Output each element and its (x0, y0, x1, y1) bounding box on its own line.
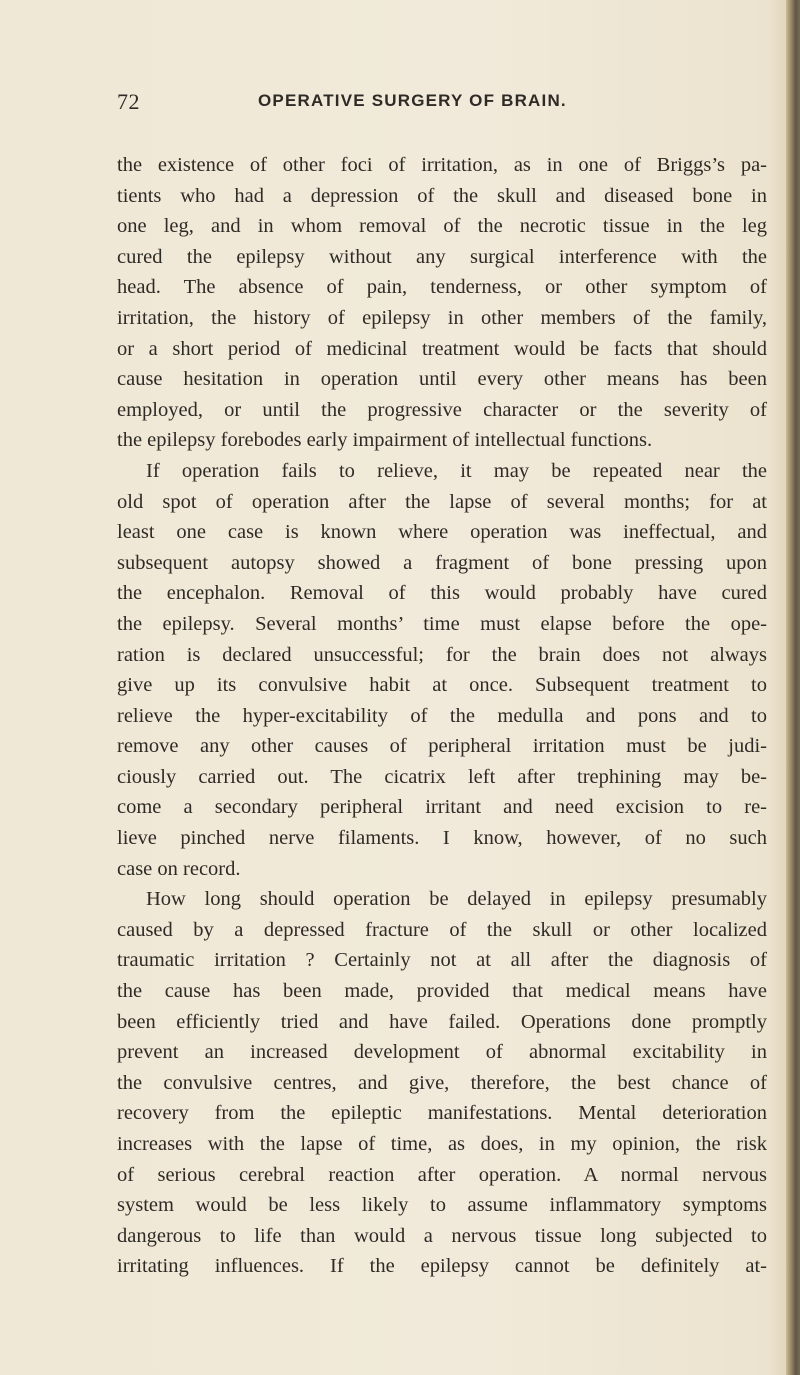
text-line: old spot of operation after the lapse of several months; for at (117, 490, 767, 513)
text-line: relieve the hyper-excitability of the medulla and pons and to (117, 704, 767, 727)
body-text (117, 150, 767, 1282)
text-line: ration is declared unsuccessful; for the brain does not always (117, 643, 767, 666)
text-line: system would be less likely to assume inflammatory symptoms (117, 1194, 767, 1217)
text-line: recovery from the epileptic manifestations. Mental deterioration (117, 1102, 767, 1125)
text-line: caused by a depressed fracture of the skull or other localized (117, 918, 767, 941)
text-line: least one case is known where operation was ineffectual, and (117, 521, 767, 544)
text-line: of serious cerebral reaction after operation. A normal nervous (117, 1163, 767, 1186)
page-edge (786, 0, 800, 1375)
text-line: the convulsive centres, and give, therefore, the best chance of (117, 1071, 767, 1094)
text-line: irritating influences. If the epilepsy cannot be definitely at- (117, 1255, 767, 1278)
text-line: If operation fails to relieve, it may be repeated near the (146, 459, 767, 482)
text-line: come a secondary peripheral irritant and need excision to re- (117, 796, 767, 819)
text-line: ciously carried out. The cicatrix left after trephining may be- (117, 765, 767, 788)
text-line: the epilepsy. Several months’ time must elapse before the ope- (117, 612, 767, 635)
text-line: the cause has been made, provided that medical means have (117, 980, 767, 1003)
text-line: head. The absence of pain, tenderness, or other symptom of (117, 276, 767, 299)
running-title: OPERATIVE SURGERY OF BRAIN. (258, 91, 567, 110)
text-line: traumatic irritation ? Certainly not at all after the diagnosis of (117, 949, 767, 972)
text-line: cause hesitation in operation until every other means has been (117, 368, 767, 391)
text-line: the encephalon. Removal of this would probably have cured (117, 582, 767, 605)
text-line: employed, or until the progressive character or the severity of (117, 398, 767, 421)
text-line: remove any other causes of peripheral irritation must be judi- (117, 735, 767, 758)
text-line: irritation, the history of epilepsy in other members of the family, (117, 306, 767, 329)
text-line: subsequent autopsy showed a fragment of bone pressing upon (117, 551, 767, 574)
text-line: prevent an increased development of abnormal excitability in (117, 1041, 767, 1064)
text-line: been efficiently tried and have failed. Operations done promptly (117, 1010, 767, 1033)
text-line: How long should operation be delayed in epilepsy presumably (146, 888, 767, 911)
text-line: case on record. (117, 857, 241, 880)
text-line: one leg, and in whom removal of the necrotic tissue in the leg (117, 215, 767, 238)
text-line: increases with the lapse of time, as does, in my opinion, the risk (117, 1133, 767, 1155)
text-line: the existence of other foci of irritation, as in one of Briggs’s pa- (117, 154, 767, 176)
text-line: give up its convulsive habit at once. Subsequent treatment to (117, 674, 767, 697)
text-line: lieve pinched nerve filaments. I know, however, of no such (117, 827, 767, 850)
text-line: tients who had a depression of the skull and diseased bone in (117, 184, 767, 207)
page-number: 72 (117, 89, 140, 114)
text-line: the epilepsy forebodes early impairment of intellectual functions. (117, 429, 653, 452)
text-line: or a short period of medicinal treatment would be facts that should (117, 337, 767, 360)
text-line: cured the epilepsy without any surgical interference with the (117, 245, 767, 268)
running-head (0, 0, 800, 120)
text-line: dangerous to life than would a nervous tissue long subjected to (117, 1224, 767, 1247)
